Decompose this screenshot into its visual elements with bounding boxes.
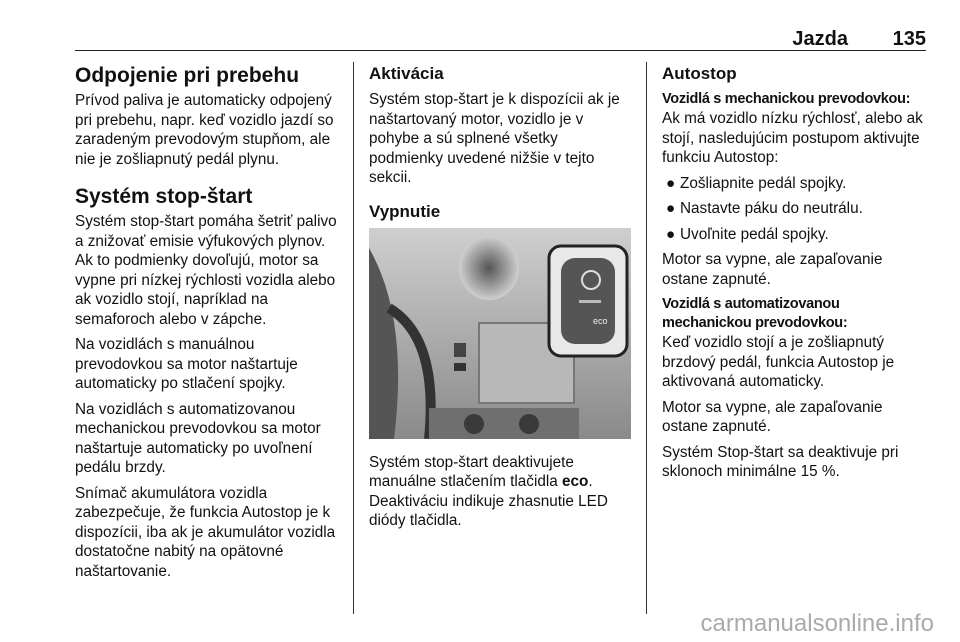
eco-led-text: Deaktiváciu indikuje zhasnutie LED diódy tlačidla. <box>369 492 608 529</box>
heading-stop-start: Systém stop-štart <box>75 185 253 208</box>
paragraph-fuel-cutoff: Prívod paliva je automaticky odpojený pri prebehu, napr. keď vozidlo jazdí so zaradeným prevodovým stupňom, ale nie je zošliapnutý pedál plynu. <box>75 92 334 168</box>
paragraph-autostop-manual: Ak má vozidlo nízku rýchlosť, alebo ak stojí, nasledujúcim postupom aktivujte funkciu Autostop: <box>662 110 923 166</box>
heading-fuel-cutoff: Odpojenie pri prebehu <box>75 64 300 87</box>
column-1 <box>75 64 345 587</box>
watermark-logo: carmanualsonline.info <box>700 610 934 637</box>
subheading-manual: Vozidlá s mechanickou prevodovkou: <box>662 91 911 107</box>
list-item: ● Zošliapnite pedál spojky. <box>666 174 847 192</box>
eco-text-pre: Systém stop-štart deaktivujete manuálne stlačením tlačidla <box>369 453 574 490</box>
paragraph-automated-gearbox: Na vozidlách s automatizovanou mechanickou prevodovkou sa motor naštartuje automaticky po uvoľnení pedálu brzdy. <box>75 400 321 476</box>
subheading-automated: Vozidlá s automatizovanou mechanickou prevodovkou: <box>662 296 848 331</box>
eco-text-bold: eco <box>562 473 589 490</box>
photo-eco-label: eco <box>593 315 608 326</box>
dashboard-eco-button-photo <box>369 228 631 439</box>
paragraph-manual-gearbox: Na vozidlách s manuálnou prevodovkou sa motor naštartuje automaticky po stlačení spojky. <box>75 336 298 392</box>
header-rule <box>75 50 926 51</box>
column-3 <box>662 64 932 488</box>
paragraph-slope-deactivation: Systém Stop-štart sa deaktivuje pri sklonoch minimálne 15 %. <box>662 443 899 480</box>
paragraph-battery-sensor: Snímač akumulátora vozidla zabezpečuje, že funkcia Autostop je k dispozícii, iba ak je akumulátor vozidla dostatočne nabitý na opätovné naštartovanie. <box>75 484 336 580</box>
paragraph-autostop-automated: Keď vozidlo stojí a je zošliapnutý brzdový pedál, funkcia Autostop je aktivovaná automaticky. <box>662 334 895 390</box>
header-section-title: Jazda <box>792 28 848 50</box>
column-2 <box>369 64 631 537</box>
autostop-steps-list <box>662 174 932 245</box>
heading-activation: Aktivácia <box>369 64 444 83</box>
list-item: ● Uvoľnite pedál spojky. <box>666 225 829 243</box>
header-page-number: 135 <box>892 28 926 50</box>
heading-deactivation: Vypnutie <box>369 201 441 221</box>
page-header <box>75 28 926 50</box>
paragraph-eco-deactivation <box>369 453 631 531</box>
paragraph-engine-off-2: Motor sa vypne, ale zapaľovanie ostane zapnuté. <box>662 398 883 435</box>
column-divider-1 <box>353 62 354 614</box>
column-divider-2 <box>646 62 647 614</box>
heading-autostop: Autostop <box>662 64 737 83</box>
paragraph-stop-start-intro: Systém stop-štart pomáha šetriť palivo a znižovať emisie výfukových plynov. Ak to podmienky dovoľujú, motor sa vypne pri nízkej rýchlosti vozidla alebo ak vozidlo stojí, napríklad na semaforoch alebo v zápche. <box>75 213 337 328</box>
list-item: ● Nastavte páku do neutrálu. <box>666 200 863 217</box>
eco-text-post: . <box>588 473 593 490</box>
paragraph-engine-off-1: Motor sa vypne, ale zapaľovanie ostane zapnuté. <box>662 251 883 288</box>
paragraph-activation: Systém stop-štart je k dispozícii ak je naštartovaný motor, vozidlo je v pohybe a sú splnené všetky podmienky uvedené nižšie v tejto sekcii. <box>369 91 620 186</box>
